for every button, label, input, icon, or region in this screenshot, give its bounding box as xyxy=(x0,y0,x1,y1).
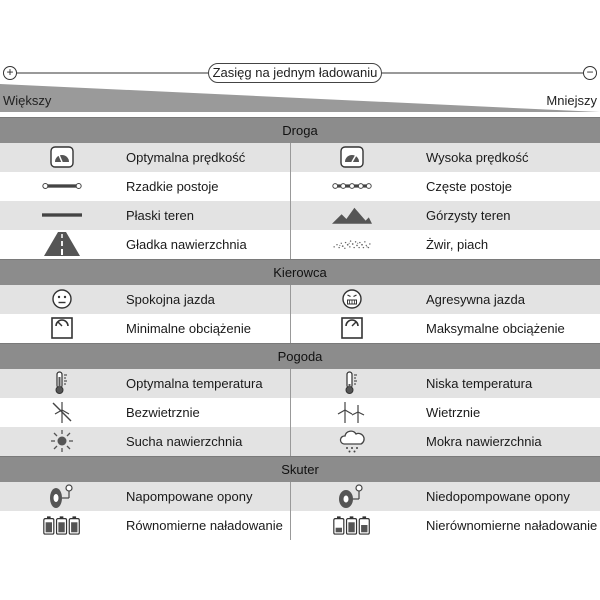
factor-unfavorable xyxy=(290,143,600,172)
factor-unfavorable xyxy=(290,314,600,343)
factor-unfavorable xyxy=(290,172,600,201)
factor-label: Wysoka prędkość xyxy=(426,150,529,165)
rain-cloud-icon xyxy=(332,428,372,454)
speedometer-icon xyxy=(42,144,82,170)
factor-label: Optymalna temperatura xyxy=(126,376,263,391)
section-header-kierowca: Kierowca xyxy=(0,259,600,285)
factor-label: Agresywna jazda xyxy=(426,292,525,307)
factor-favorable xyxy=(0,511,290,540)
mountains-icon xyxy=(332,202,372,228)
factor-label: Niska temperatura xyxy=(426,376,533,391)
factor-label: Częste postoje xyxy=(426,179,512,194)
plus-icon: + xyxy=(3,66,17,80)
factor-label: Płaski teren xyxy=(126,208,194,223)
table-row xyxy=(0,369,600,398)
table-row xyxy=(0,482,600,511)
tire-low-icon xyxy=(332,483,372,509)
aggressive-face-icon xyxy=(332,286,372,312)
factor-favorable xyxy=(0,201,290,230)
factor-label: Napompowane opony xyxy=(126,489,253,504)
factor-favorable xyxy=(0,369,290,398)
factor-unfavorable xyxy=(290,398,600,427)
table-row xyxy=(0,143,600,172)
factor-label: Mokra nawierzchnia xyxy=(426,434,542,449)
factor-favorable xyxy=(0,143,290,172)
table-row xyxy=(0,511,600,540)
section-header-pogoda: Pogoda xyxy=(0,343,600,369)
factor-label: Równomierne naładowanie xyxy=(126,518,283,533)
scale-max-icon xyxy=(332,315,372,341)
batteries-uneven-icon xyxy=(332,512,372,538)
no-wind-icon xyxy=(42,399,82,425)
rare-stops-icon xyxy=(42,173,82,199)
batteries-even-icon xyxy=(42,512,82,538)
factor-label: Bezwietrznie xyxy=(126,405,200,420)
range-title: Zasięg na jednym ładowaniu xyxy=(208,63,382,83)
factor-label: Maksymalne obciążenie xyxy=(426,321,565,336)
factor-unfavorable xyxy=(290,230,600,259)
factor-unfavorable xyxy=(290,427,600,456)
factors-table xyxy=(0,117,600,540)
frequent-stops-icon xyxy=(332,173,372,199)
table-row xyxy=(0,201,600,230)
factor-favorable xyxy=(0,482,290,511)
factor-label: Niedopompowane opony xyxy=(426,489,570,504)
factor-favorable xyxy=(0,230,290,259)
factor-label: Nierównomierne naładowanie xyxy=(426,518,598,533)
table-row xyxy=(0,172,600,201)
factor-favorable xyxy=(0,314,290,343)
range-header xyxy=(0,0,600,120)
range-label-larger: Większy xyxy=(3,93,52,108)
table-row xyxy=(0,398,600,427)
factor-unfavorable xyxy=(290,482,600,511)
factor-label: Wietrznie xyxy=(426,405,481,420)
gravel-icon xyxy=(332,231,372,257)
factor-favorable xyxy=(0,285,290,314)
factor-favorable xyxy=(0,427,290,456)
minus-icon: − xyxy=(583,66,597,80)
range-label-smaller: Mniejszy xyxy=(546,93,597,108)
speedometer-high-icon xyxy=(332,144,372,170)
factor-label: Sucha nawierzchnia xyxy=(126,434,243,449)
smooth-road-icon xyxy=(42,231,82,257)
factor-label: Spokojna jazda xyxy=(126,292,215,307)
factor-unfavorable xyxy=(290,511,600,540)
factor-favorable xyxy=(0,172,290,201)
wind-turbines-icon xyxy=(332,399,372,425)
factor-label: Żwir, piach xyxy=(426,237,489,252)
section-header-skuter: Skuter xyxy=(0,456,600,482)
factor-label: Minimalne obciążenie xyxy=(126,321,252,336)
factor-label: Górzysty teren xyxy=(426,208,511,223)
factor-label: Gładka nawierzchnia xyxy=(126,237,247,252)
table-row xyxy=(0,427,600,456)
flat-terrain-icon xyxy=(42,202,82,228)
factor-favorable xyxy=(0,398,290,427)
factor-label: Rzadkie postoje xyxy=(126,179,219,194)
factor-unfavorable xyxy=(290,369,600,398)
thermometer-optimal-icon xyxy=(42,370,82,396)
range-wedge-graphic xyxy=(0,0,600,120)
tire-pump-icon xyxy=(42,483,82,509)
factor-label: Optymalna prędkość xyxy=(126,150,246,165)
sun-icon xyxy=(42,428,82,454)
factor-unfavorable xyxy=(290,285,600,314)
factor-unfavorable xyxy=(290,201,600,230)
table-row xyxy=(0,285,600,314)
section-header-droga: Droga xyxy=(0,117,600,143)
thermometer-low-icon xyxy=(332,370,372,396)
calm-face-icon xyxy=(42,286,82,312)
table-row xyxy=(0,230,600,259)
table-row xyxy=(0,314,600,343)
scale-min-icon xyxy=(42,315,82,341)
